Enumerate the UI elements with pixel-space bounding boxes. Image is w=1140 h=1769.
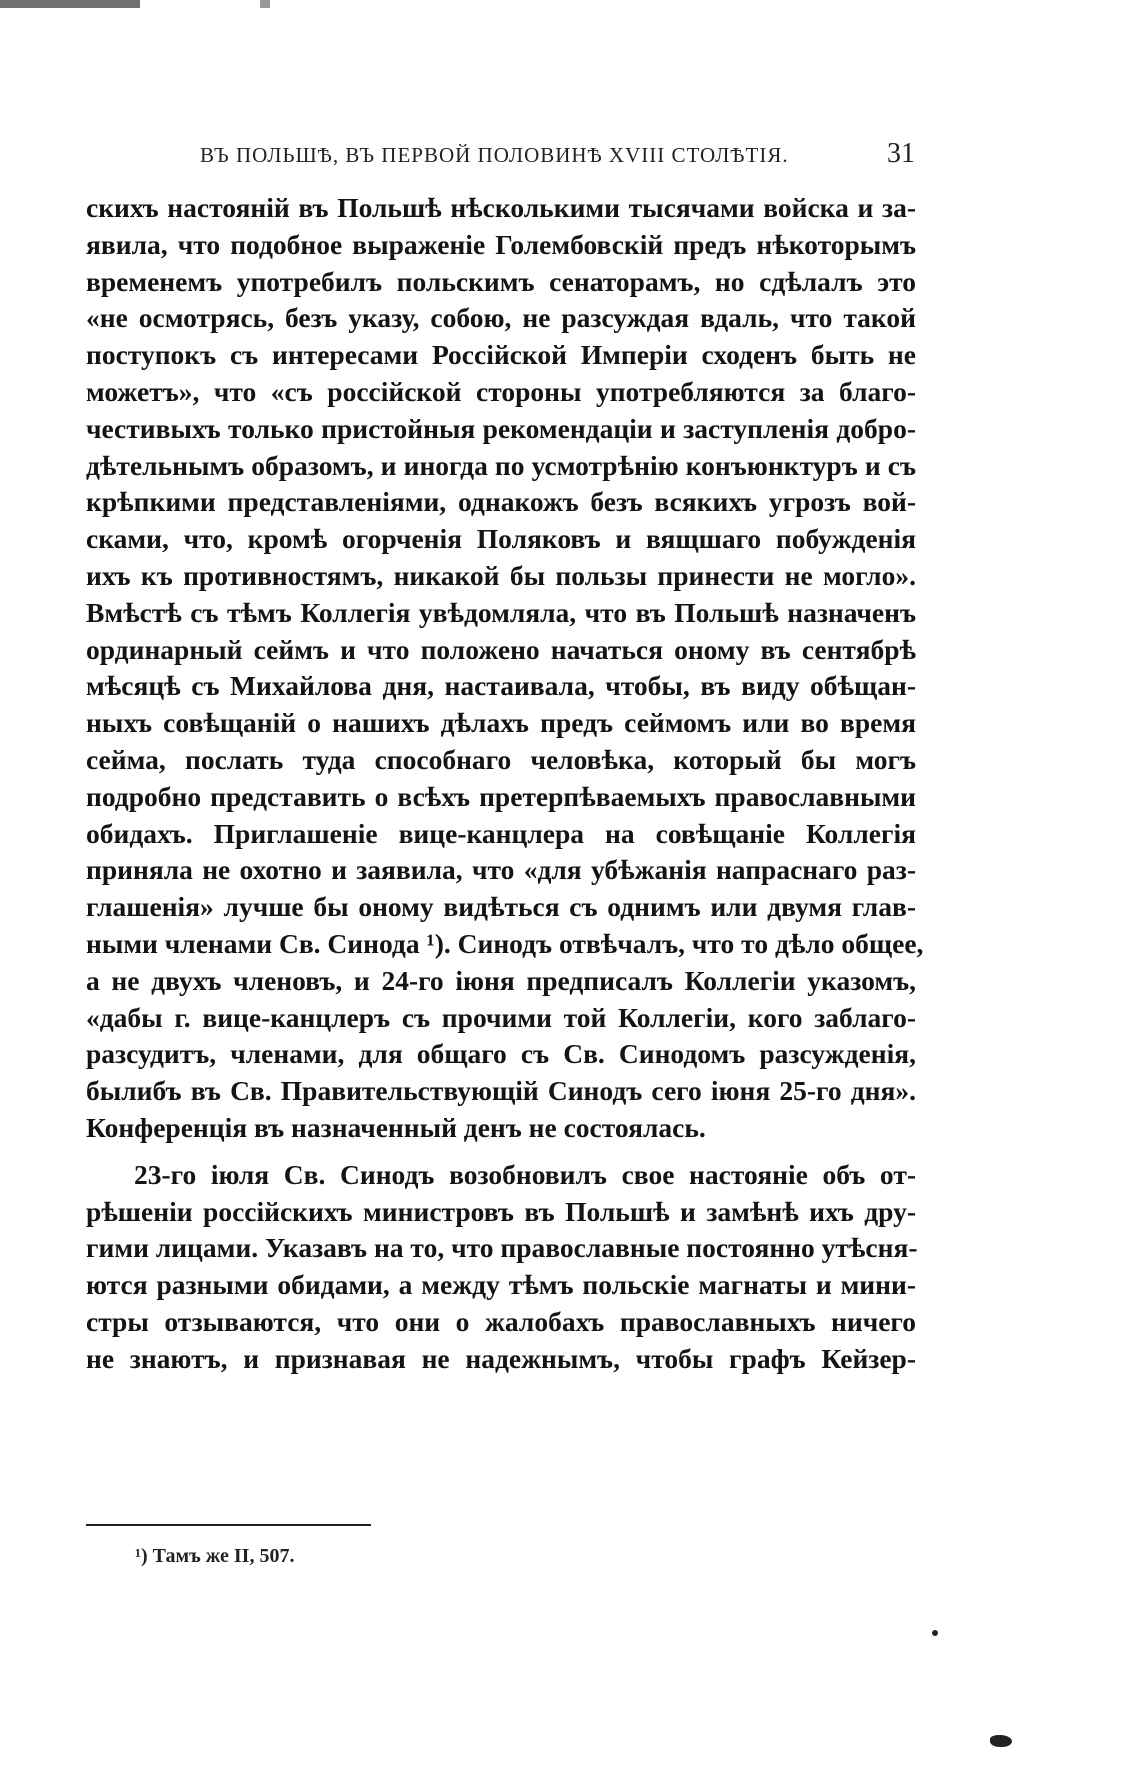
text-line: Конференція въ назначенный денъ не состоялась. [86, 1111, 706, 1143]
page-number: 31 [887, 138, 915, 169]
text-line: былибъ въ Св. Правительствующій Синодъ сего іюня 25-го дня». [86, 1075, 916, 1107]
text-line: Вмѣстѣ съ тѣмъ Коллегія увѣдомляла, что въ Польшѣ назначенъ [86, 596, 916, 628]
text-line: а не двухъ членовъ, и 24-го іюня предписалъ Коллегіи указомъ, [86, 964, 916, 996]
text-line: дѣтельнымъ образомъ, и иногда по усмотрѣнію конъюнктуръ и съ [86, 449, 916, 481]
text-line: ординарный сеймъ и что положено начаться оному въ сентябрѣ [86, 633, 916, 665]
text-line: «дабы г. вице-канцлеръ съ прочими той Коллегіи, кого заблаго- [86, 1001, 916, 1033]
text-line: глашенія» лучше бы оному видѣться съ однимъ или двумя глав- [86, 891, 916, 923]
text-line: ихъ къ противностямъ, никакой бы пользы принести не могло». [86, 559, 916, 591]
text-line: не знаютъ, и признавая не надежнымъ, чтобы графъ Кейзер- [86, 1342, 916, 1374]
scan-speck [932, 1630, 938, 1636]
paragraph-2 [86, 1157, 916, 1378]
paragraph-gap [86, 1147, 916, 1157]
running-header [200, 138, 915, 170]
text-line: поступокъ съ интересами Россійской Имперіи сходенъ быть не [86, 339, 916, 371]
running-title: ВЪ ПОЛЬШѢ, ВЪ ПЕРВОЙ ПОЛОВИНѢ XVIII СТОЛѢТІЯ. [200, 143, 789, 167]
text-line: временемъ употребилъ польскимъ сенаторамъ, но сдѣлалъ это [86, 265, 916, 297]
text-line: сейма, послать туда способнаго человѣка, который бы могъ [86, 743, 916, 775]
scan-speck [990, 1735, 1012, 1747]
text-line: обидахъ. Приглашеніе вице-канцлера на совѣщаніе Коллегія [86, 817, 916, 849]
body-text [86, 190, 924, 1378]
text-line: явила, что подобное выраженіе Голембовскій предъ нѣкоторымъ [86, 228, 916, 260]
text-line: 23-го іюля Св. Синодъ возобновилъ свое настояніе объ от- [134, 1158, 916, 1190]
text-line: мѣсяцѣ съ Михайлова дня, настаивала, чтобы, въ виду обѣщан- [86, 670, 916, 702]
text-line: скихъ настояній въ Польшѣ нѣсколькими тысячами войска и за- [86, 192, 916, 223]
paragraph-1 [86, 190, 924, 1147]
text-line: сками, что, кромѣ огорченія Поляковъ и вящшаго побужденія [86, 523, 916, 555]
text-line: ются разными обидами, а между тѣмъ польскіе магнаты и мини- [86, 1269, 916, 1301]
footnote: ¹) Тамъ же II, 507. [135, 1545, 295, 1567]
text-line: «не осмотрясь, безъ указу, собою, не разсуждая вдаль, что такой [86, 302, 916, 334]
text-line: ныхъ совѣщаній о нашихъ дѣлахъ предъ сеймомъ или во время [86, 707, 916, 739]
text-line: подробно представить о всѣхъ претерпѣваемыхъ православными [86, 780, 916, 812]
text-line: рѣшеніи россійскихъ министровъ въ Польшѣ и замѣнѣ ихъ дру- [86, 1195, 916, 1227]
text-line: честивыхъ только пристойныя рекомендаціи и заступленія добро- [86, 412, 916, 444]
text-line: стры отзываются, что они о жалобахъ православныхъ ничего [86, 1305, 916, 1337]
text-line: приняла не охотно и заявила, что «для убѣжанія напраснаго раз- [86, 854, 916, 886]
text-line: гими лицами. Указавъ на то, что православные постоянно утѣсня- [86, 1232, 918, 1264]
text-line: разсудитъ, членами, для общаго съ Св. Синодомъ разсужденія, [86, 1038, 916, 1070]
footnote-rule [86, 1524, 371, 1526]
text-line: ными членами Св. Синода ¹). Синодъ отвѣчалъ, что то дѣло общее, [86, 927, 924, 959]
scan-edge-artifact [0, 0, 1140, 8]
text-line: крѣпкими представленіями, однакожъ безъ всякихъ угрозъ вой- [86, 486, 916, 518]
text-line: можетъ», что «съ россійской стороны употребляются за благо- [86, 375, 916, 407]
